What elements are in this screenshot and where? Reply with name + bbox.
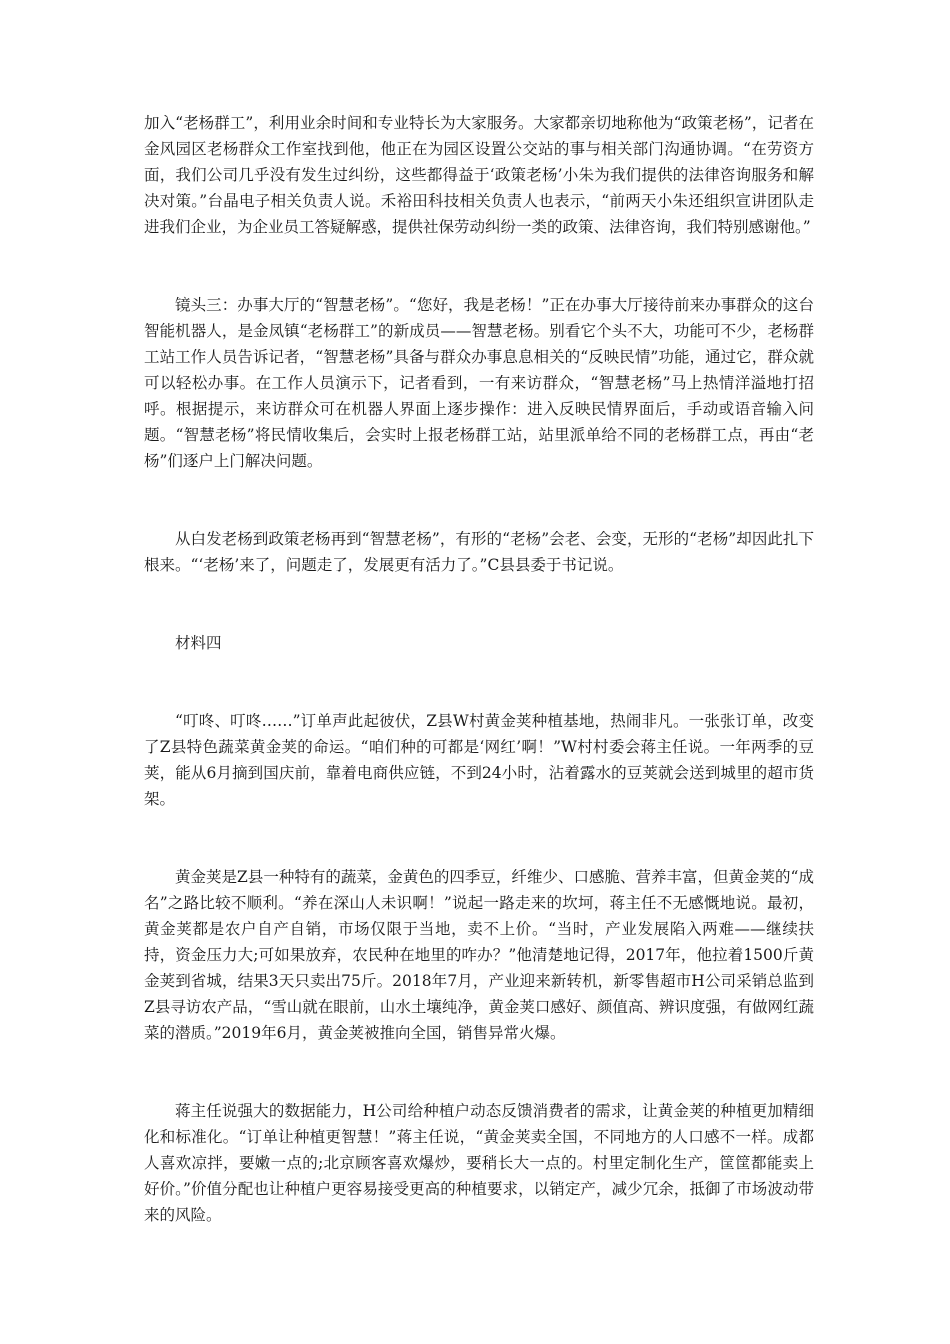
paragraph-spacer xyxy=(144,578,814,630)
paragraph-golden-bean-history: 黄金荚是Z县一种特有的蔬菜，金黄色的四季豆，纤维少、口感脆、营养丰富，但黄金荚的“成名”之路比较不顺利。“养在深山人未识啊！”说起一路走来的坎坷，蒋主任不无感慨地说。最初，黄金荚都是农户自产自销，市场仅限于当地，卖不上价。“当时，产业发展陷入两难——继续扶持，资金压力大;可如果放弃，农民种在地里的咋办？”他清楚地记得，2017年，他拉着1500斤黄金荚到省城，结果3天只卖出75斤。2018年7月，产业迎来新转机，新零售超市H公司采销总监到Z县寻访农产品，“雪山就在眼前，山水土壤纯净，黄金荚口感好、颜值高、辨识度强，有做网红蔬菜的潜质。”2019年6月，黄金荚被推向全国，销售异常火爆。 xyxy=(144,868,814,1042)
paragraph-smart-laoyang: 镜头三：办事大厅的“智慧老杨”。“您好，我是老杨！”正在办事大厅接待前来办事群众的这台智能机器人，是金凤镇“老杨群工”的新成员——智慧老杨。别看它个头不大，功能可不少，老杨群工站工作人员告诉记者，“智慧老杨”具备与群众办事息息相关的“反映民情”功能，通过它，群众就可以轻松办事。在工作人员演示下，记者看到，一有来访群众，“智慧老杨”马上热情洋溢地打招呼。根据提示，来访群众可在机器人界面上逐步操作：进入反映民情界面后，手动或语音输入问题。“智慧老杨”将民情收集后，会实时上报老杨群工站，站里派单给不同的老杨群工点，再由“老杨”们逐户上门解决问题。 xyxy=(144,296,814,470)
paragraph-spacer xyxy=(144,240,814,292)
paragraph-spacer xyxy=(144,656,814,708)
paragraph-spacer xyxy=(144,474,814,526)
section-heading-material-four: 材料四 xyxy=(175,634,222,652)
paragraph-spacer xyxy=(144,1046,814,1098)
paragraph-data-driven-planting: 蒋主任说强大的数据能力，H公司给种植户动态反馈消费者的需求，让黄金荚的种植更加精细化和标准化。“订单让种植更智慧！”蒋主任说，“黄金荚卖全国，不同地方的人口感不一样。成都人喜欢凉拌，要嫩一点的;北京顾客喜欢爆炒，要稍长大一点的。村里定制化生产，筐筐都能卖上好价。”价值分配也让种植户更容易接受更高的种植要求，以销定产，减少冗余，抵御了市场波动带来的风险。 xyxy=(144,1102,814,1224)
paragraph-laoyang-summary: 从白发老杨到政策老杨再到“智慧老杨”，有形的“老杨”会老、会变，无形的“老杨”却因此扎下根来。“‘老杨’来了，问题走了，发展更有活力了。”C县县委于书记说。 xyxy=(144,530,814,574)
paragraph-policy-laoyang: 加入“老杨群工”，利用业余时间和专业特长为大家服务。大家都亲切地称他为“政策老杨”，记者在金风园区老杨群众工作室找到他，他正在为园区设置公交站的事与相关部门沟通协调。“在劳资方面，我们公司几乎没有发生过纠纷，这些都得益于‘政策老杨’小朱为我们提供的法律咨询服务和解决对策。”台晶电子相关负责人说。禾裕田科技相关负责人也表示，“前两天小朱还组织宣讲团队走进我们企业，为企业员工答疑解惑，提供社保劳动纠纷一类的政策、法律咨询，我们特别感谢他。” xyxy=(144,114,814,236)
paragraph-order-sounds: “叮咚、叮咚……”订单声此起彼伏，Z县W村黄金荚种植基地，热闹非凡。一张张订单，改变了Z县特色蔬菜黄金荚的命运。“咱们种的可都是‘网红’啊！”W村村委会蒋主任说。一年两季的豆荚，能从6月摘到国庆前，靠着电商供应链，不到24小时，沾着露水的豆荚就会送到城里的超市货架。 xyxy=(144,712,814,808)
paragraph-spacer xyxy=(144,812,814,864)
